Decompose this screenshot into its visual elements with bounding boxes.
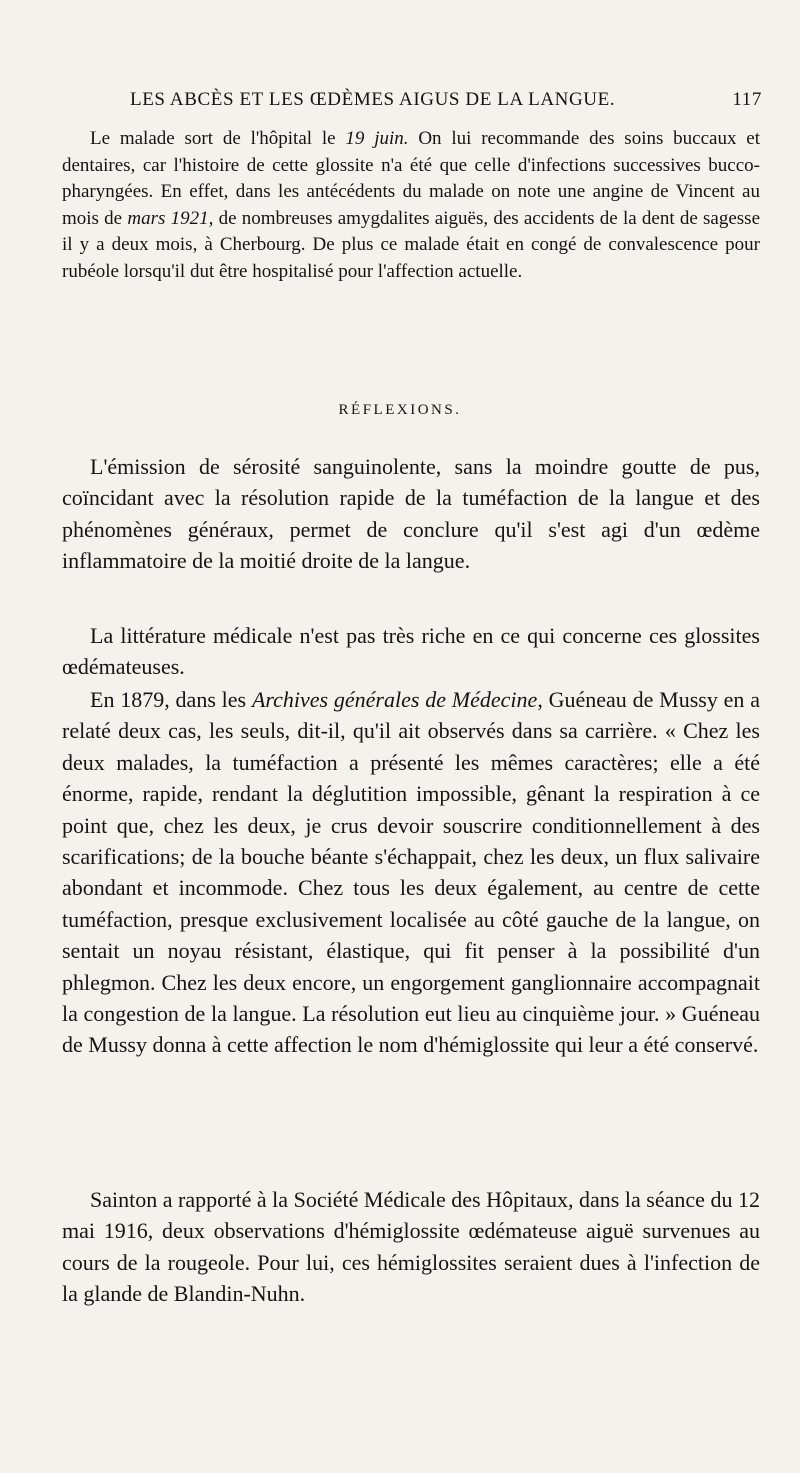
section-title: RÉFLEXIONS.: [338, 402, 462, 418]
running-title: LES ABCÈS ET LES ŒDÈMES AIGUS DE LA LANGUE.: [130, 89, 616, 110]
paragraph-sainton: Sainton a rapporté à la Société Médicale des Hôpitaux, dans la séance du 12 mai 1916, deux observations d'hémiglossite œdémateuse aiguë survenues au cours de la rougeole. Pour lui, ces hémiglossites seraient dues à l'infection de la glande de Blandin-Nuhn.: [62, 1187, 760, 1307]
journal-title: Archives générales de Médecine: [251, 687, 538, 712]
paragraph-discharge-text-3: de nombreuses amygdalites aiguës, des accidents de la dent de sagesse il y a deux mois, à Cherbourg. De plus ce malade était en congé de convalescence pour rubéole lorsqu'il dut être hospitalisé pour l'affection actuelle.: [62, 207, 760, 282]
paragraph-gueneau-text-2: , Guéneau de Mussy en a relaté deux cas, les seuls, dit-il, qu'il ait observés dans sa carrière. « Chez les deux malades, la tuméfaction a présenté les mêmes caractères; elle a été énorme, rapide, rendant la déglutition impossible, gênant la respiration à ce point que, chez les deux, je crus devoir souscrire conditionnellement à des scarifications; de la bouche béante s'échappait, chez les deux, un flux salivaire abondant et incommode. Chez tous les deux également, au centre de cette tuméfaction, presque exclusivement localisée au côté gauche de la langue, on sentait un noyau résistant, élastique, qui fit penser à la possibilité d'un phlegmon. Chez les deux encore, un engorgement ganglionnaire accompagnait la congestion de la langue. La résolution eut lieu au cinquième jour. » Guéneau de Mussy donna à cette affection le nom d'hémiglossite qui leur a été conservé.: [62, 687, 761, 1058]
paragraph-gueneau-de-mussy: [62, 684, 760, 1061]
page-number: 117: [732, 89, 762, 110]
paragraph-discharge-text-1: Le malade sort de l'hôpital le: [90, 128, 346, 149]
paragraph-reflexions-1: L'émission de sérosité sanguinolente, sans la moindre goutte de pus, coïncidant avec la résolution rapide de la tuméfaction de la langue et des phénomènes généraux, permet de conclure qu'il s'est agi d'un œdème inflammatoire de la moitié droite de la langue.: [62, 454, 760, 574]
paragraph-discharge-date-2: mars 1921,: [127, 207, 214, 229]
paragraph-reflexions-2: La littérature médicale n'est pas très riche en ce qui concerne ces glossites œdémateuses.: [62, 623, 760, 680]
running-header: [130, 86, 762, 114]
paragraph-discharge: [62, 126, 760, 285]
paragraph-gueneau-text-1: En 1879, dans les: [90, 687, 252, 712]
paragraph-discharge-text-2: On lui recommande des soins buccaux et dentaires, car l'histoire de cette glossite n'a été que celle d'infections successives bucco-pharyngées. En effet, dans les antécédents du malade on note une angine de Vincent au mois de: [62, 128, 760, 229]
paragraph-discharge-date: 19 juin.: [345, 128, 409, 149]
